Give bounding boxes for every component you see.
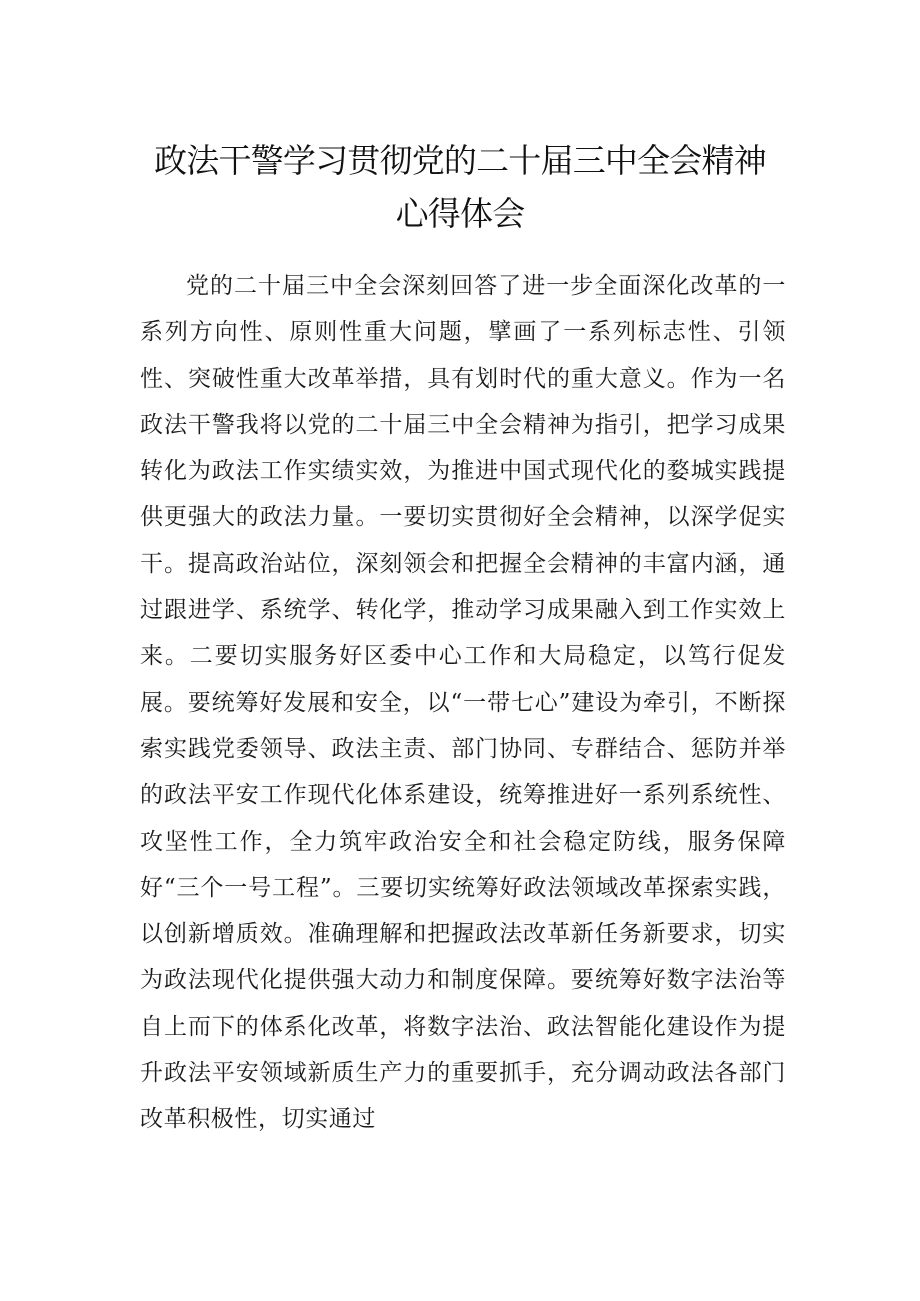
body-paragraph: 党的二十届三中全会深刻回答了进一步全面深化改革的一系列方向性、原则性重大问题，擘画了一系列标志性、引领性、突破性重大改革举措，具有划时代的重大意义。作为一名政法干警我将以党的二十届三中全会精神为指引，把学习成果转化为政法工作实绩实效，为推进中国式现代化的婺城实践提供更强大的政法力量。一要切实贯彻好全会精神，以深学促实干。提高政治站位，深刻领会和把握全会精神的丰富内涵，通过跟进学、系统学、转化学，推动学习成果融入到工作实效上来。二要切实服务好区委中心工作和大局稳定，以笃行促发展。要统筹好发展和安全，以“一带七心”建设为牵引，不断探索实践党委领导、政法主责、部门协同、专群结合、惩防并举的政法平安工作现代化体系建设，统筹推进好一系列系统性、攻坚性工作，全力筑牢政治安全和社会稳定防线，服务保障好“三个一号工程”。三要切实统筹好政法领域改革探索实践，以创新增质效。准确理解和把握政法改革新任务新要求，切实为政法现代化提供强大动力和制度保障。要统筹好数字法治等自上而下的体系化改革，将数字法治、政法智能化建设作为提升政法平安领域新质生产力的重要抓手，充分调动政法各部门改革积极性，切实通过 <box>140 273 786 1133</box>
document-title: 政法干警学习贯彻党的二十届三中全会精神心得体会 <box>154 141 766 233</box>
